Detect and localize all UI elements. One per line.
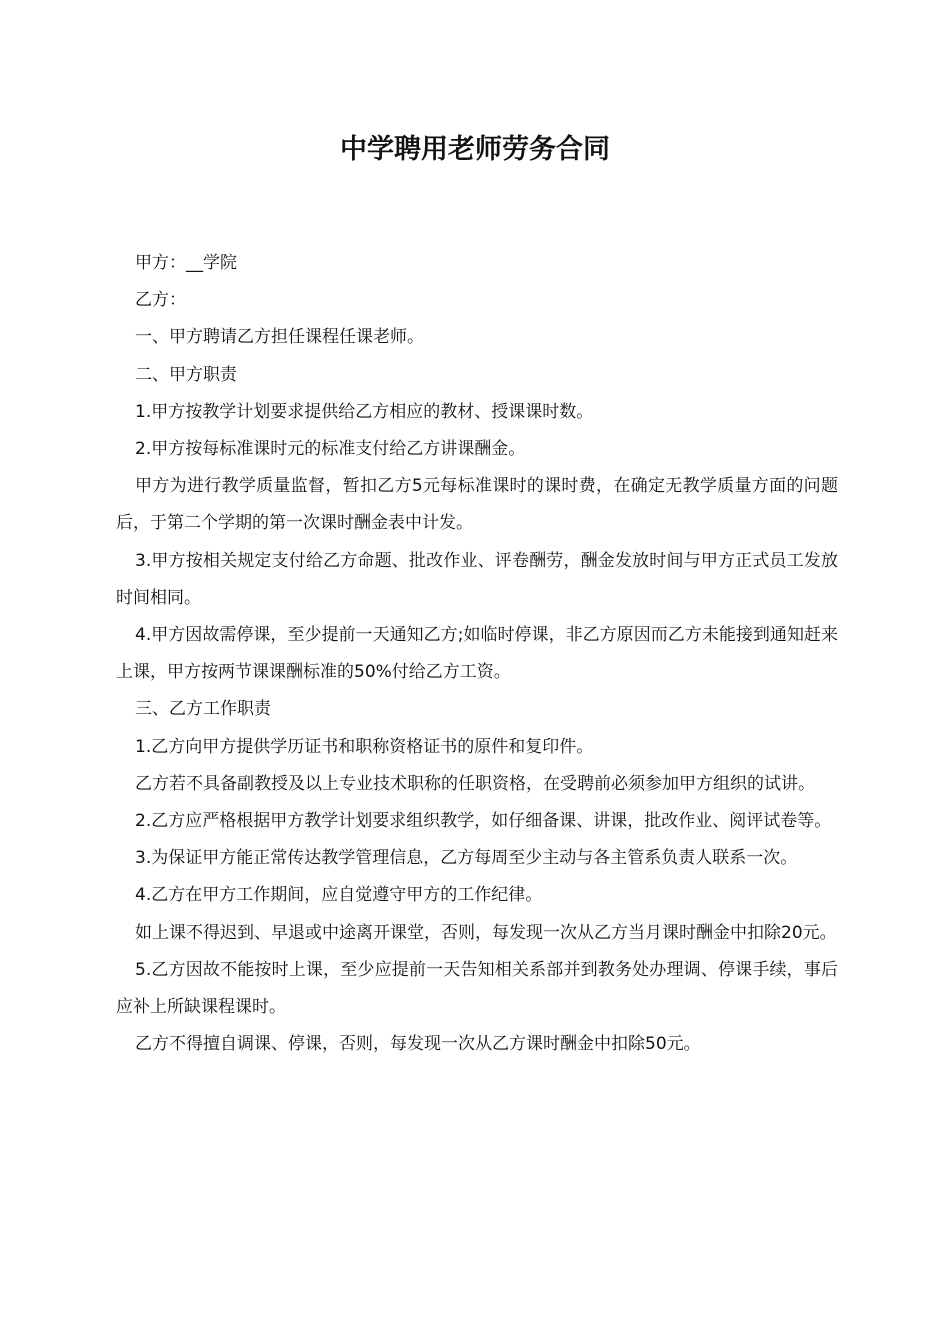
section-two-item-2-note: 甲方为进行教学质量监督，暂扣乙方5元每标准课时的课时费，在确定无教学质量方面的问题后，于第二个学期的第一次课时酬金表中计发。 [116, 476, 838, 534]
section-two-item-1: 1.甲方按教学计划要求提供给乙方相应的教材、授课课时数。 [135, 401, 594, 422]
section-three-item-4-note: 如上课不得迟到、早退或中途离开课堂，否则，每发现一次从乙方当月课时酬金中扣除20元。 [135, 922, 837, 943]
section-three-item-1: 1.乙方向甲方提供学历证书和职称资格证书的原件和复印件。 [135, 736, 594, 757]
contract-body [116, 245, 838, 1063]
section-two-item-4: 4.甲方因故需停课，至少提前一天通知乙方;如临时停课，非乙方原因而乙方未能接到通知赶来上课，甲方按两节课课酬标准的50%付给乙方工资。 [116, 625, 838, 683]
document-title: 中学聘用老师劳务合同 [340, 134, 610, 165]
section-three-item-1-note: 乙方若不具备副教授及以上专业技术职称的任职资格，在受聘前必须参加甲方组织的试讲。 [135, 773, 815, 794]
section-one: 一、甲方聘请乙方担任课程任课老师。 [135, 327, 424, 348]
section-two-heading: 二、甲方职责 [135, 364, 237, 385]
section-two-item-2: 2.甲方按每标准课时元的标准支付给乙方讲课酬金。 [135, 439, 526, 460]
section-three-item-4: 4.乙方在甲方工作期间，应自觉遵守甲方的工作纪律。 [135, 885, 543, 906]
section-three-item-5: 5.乙方因故不能按时上课，至少应提前一天告知相关系部并到教务处办理调、停课手续，事后应补上所缺课程课时。 [116, 959, 838, 1018]
party-b-line: 乙方： [135, 290, 186, 311]
section-three-item-3: 3.为保证甲方能正常传达教学管理信息，乙方每周至少主动与各主管系负责人联系一次。 [135, 848, 798, 869]
section-three-item-2: 2.乙方应严格根据甲方教学计划要求组织教学，如仔细备课、讲课，批改作业、阅评试卷等。 [135, 811, 832, 832]
section-three-heading: 三、乙方工作职责 [135, 699, 271, 720]
party-a-line: 甲方：__学院 [135, 253, 237, 273]
section-two-item-3: 3.甲方按相关规定支付给乙方命题、批改作业、评卷酬劳，酬金发放时间与甲方正式员工发放时间相同。 [116, 550, 838, 608]
section-three-item-5-note: 乙方不得擅自调课、停课，否则，每发现一次从乙方课时酬金中扣除50元。 [135, 1034, 701, 1055]
